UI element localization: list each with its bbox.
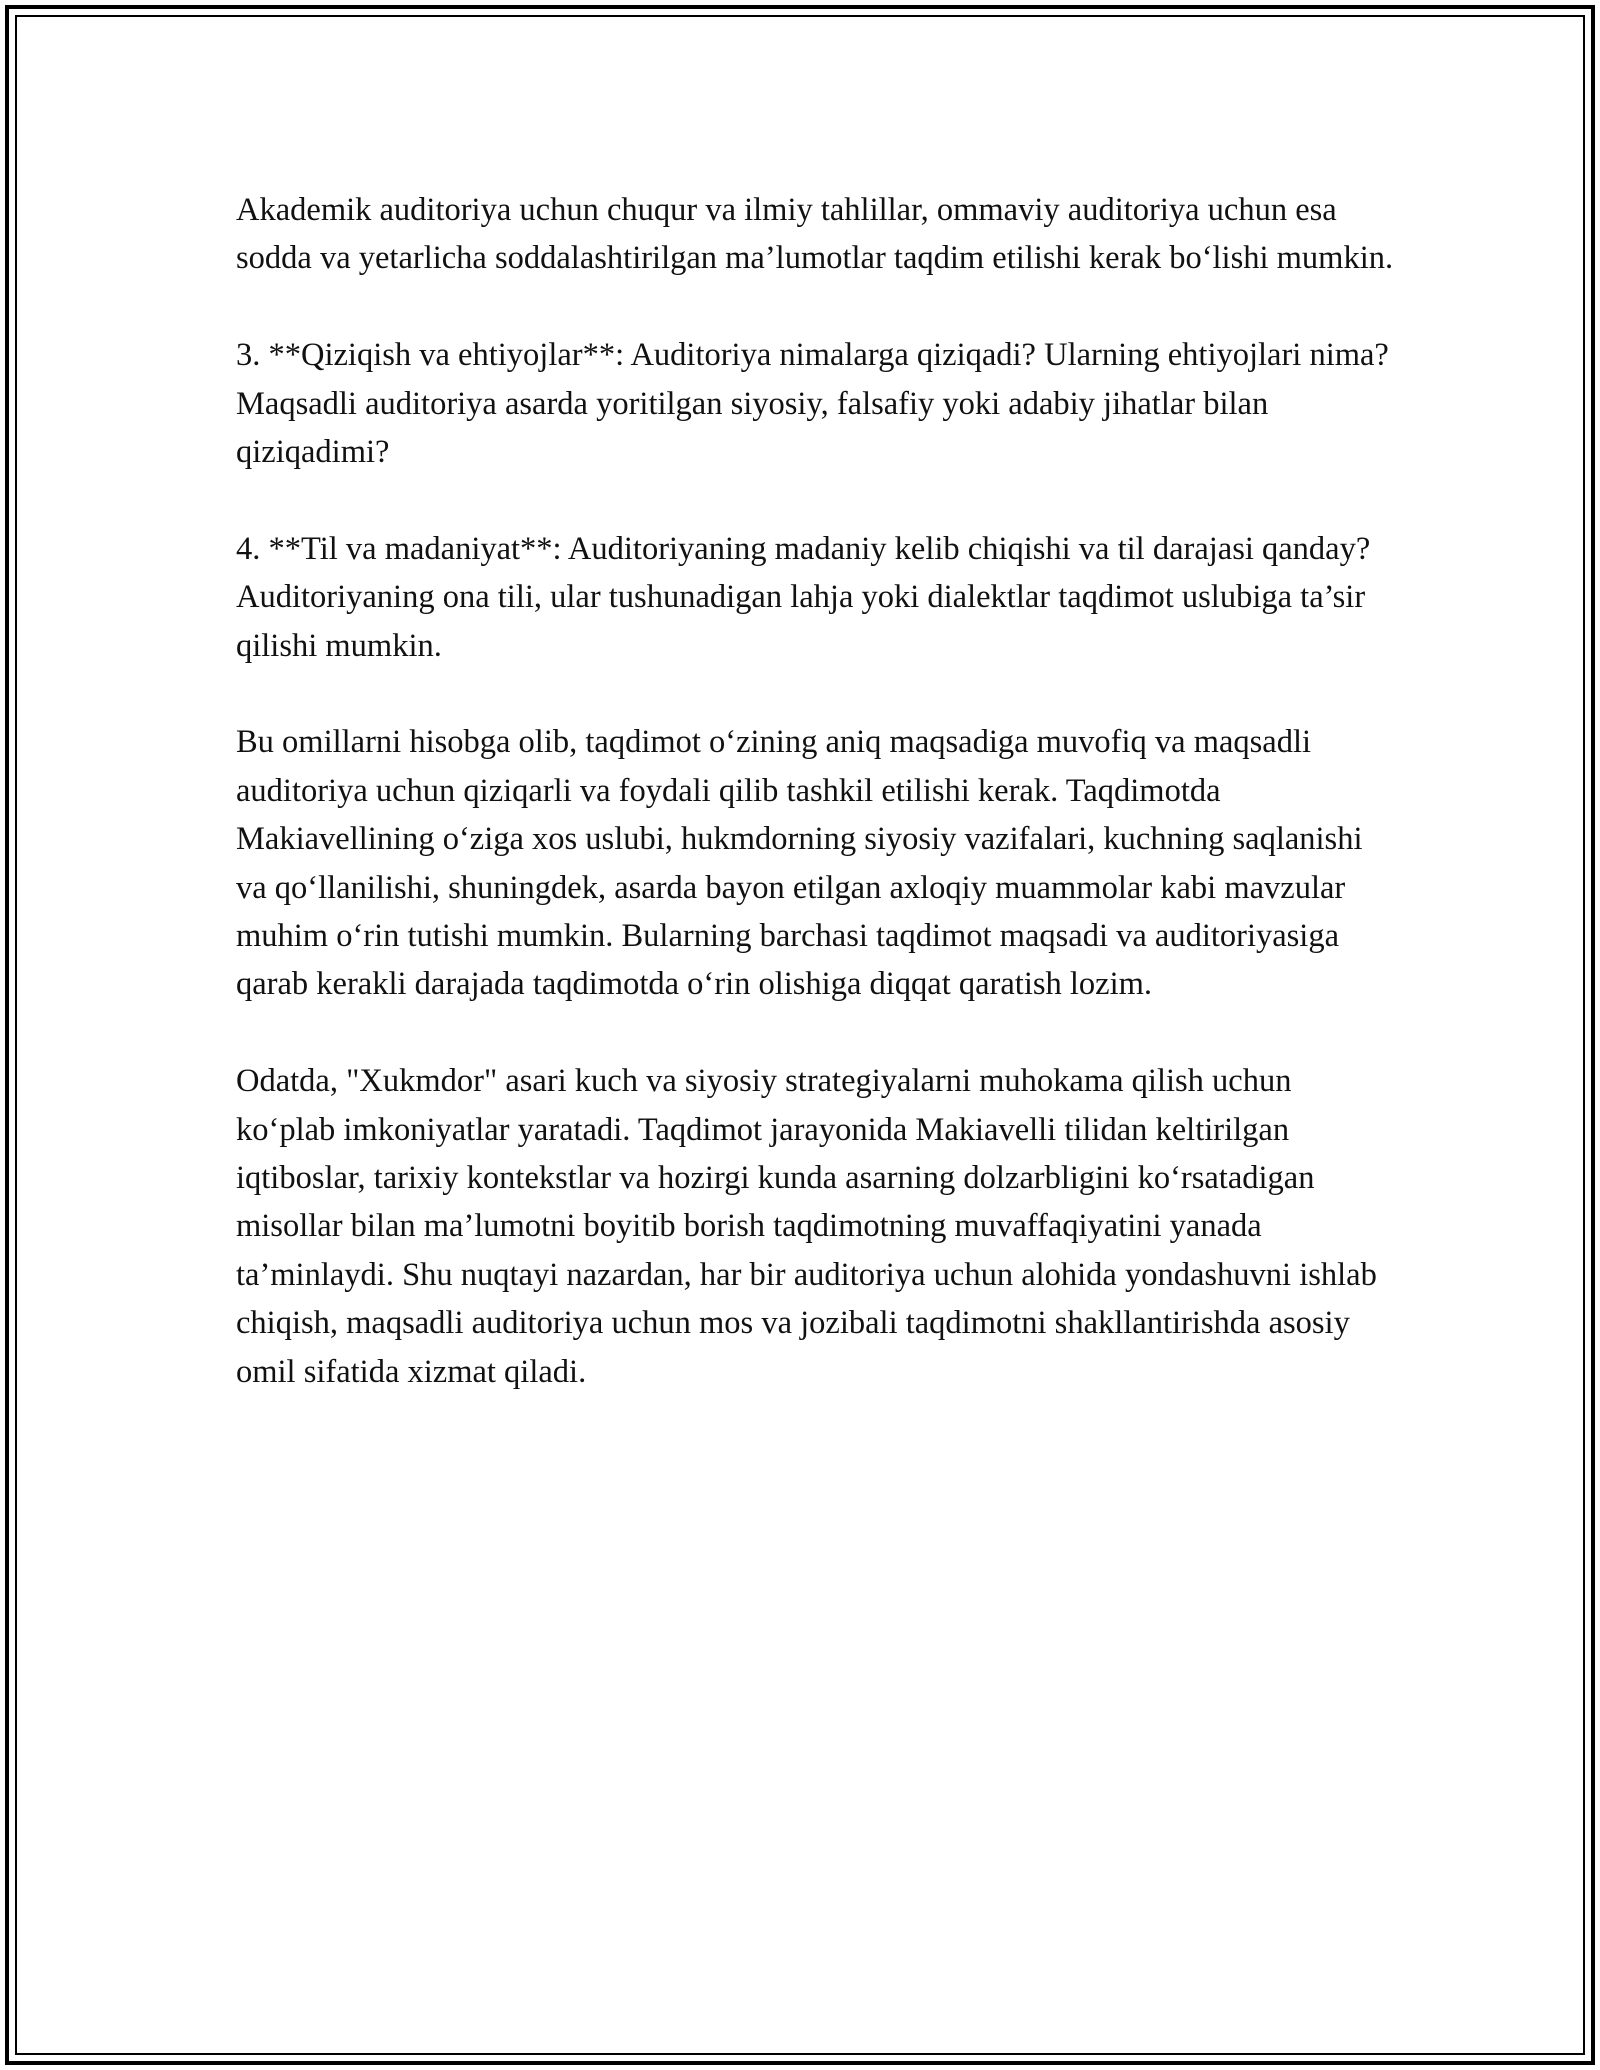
paragraph-audience-level: Akademik auditoriya uchun chuqur va ilmiy tahlillar, ommaviy auditoriya uchun esa sodda va yetarlicha soddalashtirilgan ma’lumotlar taqdim etilishi kerak bo‘lishi mumkin. <box>236 192 1394 277</box>
paragraph-conclusion: Odatda, "Xukmdor" asari kuch va siyosiy strategiyalarni muhokama qilish uchun ko‘plab imkoniyatlar yaratadi. Taqdimot jarayonida Makiavelli tilidan keltirilgan iqtiboslar, tarixiy kontekstlar va hozirgi kunda asarning dolzarbligini ko‘rsatadigan misollar bilan ma’lumotni boyitib borish taqdimotning muvaffaqiyatini yanada ta’minlaydi. Shu nuqtayi nazardan, har bir auditoriya uchun alohida yondashuvni ishlab chiqish, maqsadli auditoriya uchun mos va jozibali taqdimotni shakllantirishda asosiy omil sifatida xizmat qiladi. <box>236 1063 1377 1390</box>
document-body <box>236 186 1396 1444</box>
paragraph-language-culture: 4. **Til va madaniyat**: Auditoriyaning madaniy kelib chiqishi va til darajasi qanday? Auditoriyaning ona tili, ular tushunadigan lahja yoki dialektlar taqdimot uslubiga ta’sir qilishi mumkin. <box>236 530 1371 664</box>
paragraph-presentation-factors: Bu omillarni hisobga olib, taqdimot o‘zining aniq maqsadiga muvofiq va maqsadli auditoriya uchun qiziqarli va foydali qilib tashkil etilishi kerak. Taqdimotda Makiavellining o‘ziga xos uslubi, hukmdorning siyosiy vazifalari, kuchning saqlanishi va qo‘llanilishi, shuningdek, asarda bayon etilgan axloqiy muammolar kabi mavzular muhim o‘rin tutishi mumkin. Bularning barchasi taqdimot maqsadi va auditoriyasiga qarab kerakli darajada taqdimotda o‘rin olishiga diqqat qaratish lozim. <box>236 724 1363 1003</box>
paragraph-interests-needs: 3. **Qiziqish va ehtiyojlar**: Auditoriya nimalarga qiziqadi? Ularning ehtiyojlari nima? Maqsadli auditoriya asarda yoritilgan siyosiy, falsafiy yoki adabiy jihatlar bilan qiziqadimi? <box>236 337 1389 471</box>
